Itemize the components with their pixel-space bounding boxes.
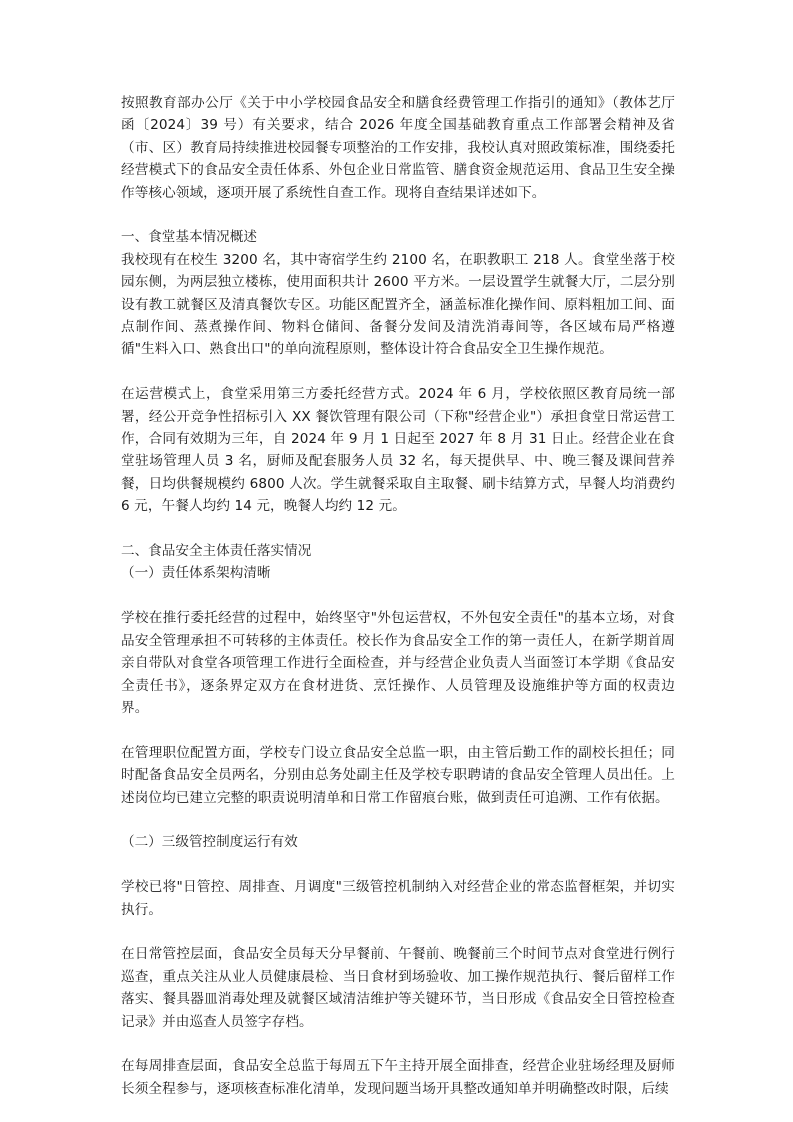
spacer [121, 204, 675, 226]
section-1-paragraph-2: 在运营模式上，食堂采用第三方委托经营方式。2024 年 6 月，学校依照区教育局统一部署，经公开竞争性招标引入 XX 餐饮管理有限公司（下称"经营企业"）承担食堂日常运营工作，合同有效期为三年，自 2024 年 9 月 1 日起至 2027 年 8 月 31 日止。经营企业在食堂驻场管理人员 3 名，厨师及配套服务人员 32 名，每天提供早、中、晚三餐及课间营养餐，日均供餐规模约 6800 人次。学生就餐采取自主取餐、刷卡结算方式，早餐人均消费约 6 元，午餐人均约 14 元，晚餐人均约 12 元。 [121, 386, 675, 515]
spacer [121, 361, 675, 383]
section-1-heading: 一、食堂基本情况概述 [121, 229, 257, 246]
spacer [121, 585, 675, 607]
section-2-sub-1-paragraph-2: 在管理职位配置方面，学校专门设立食品安全总监一职，由主管后勤工作的副校长担任；同时配备食品安全员两名，分别由总务处副主任及学校专职聘请的食品安全管理人员出任。上述岗位均已建立完整的职责说明清单和日常工作留痕台账，做到责任可追溯、工作有依据。 [121, 744, 675, 806]
section-2-sub-2-heading: （二）三级管控制度运行有效 [121, 834, 298, 851]
spacer [121, 921, 675, 943]
intro-paragraph: 按照教育部办公厅《关于中小学校园食品安全和膳食经费管理工作指引的通知》（教体艺厅函〔2024〕39 号）有关要求，结合 2026 年度全国基础教育重点工作部署会精神及省（市、区）教育局持续推进校园餐专项整治的工作安排，我校认真对照政策标准，围绕委托经营模式下的食品安全责任体系、外包企业日常监管、膳食资金规范运用、食品卫生安全操作等核心领域，逐项开展了系统性自查工作。现将自查结果详述如下。 [121, 95, 675, 201]
spacer [121, 518, 675, 540]
spacer [121, 854, 675, 876]
section-2-sub-1-heading: （一）责任体系架构清晰 [121, 565, 271, 582]
spacer [121, 1033, 675, 1055]
spacer [121, 809, 675, 831]
section-2-sub-2-paragraph-1: 学校已将"日管控、周排查、月调度"三级管控机制纳入对经营企业的常态监督框架，并切实执行。 [121, 879, 675, 918]
section-1-paragraph-1: 我校现有在校生 3200 名，其中寄宿学生约 2100 名，在职教职工 218 人。食堂坐落于校园东侧，为两层独立楼栋，使用面积共计 2600 平方米。一层设置学生就餐大厅，二层分别设有教工就餐区及清真餐饮专区。功能区配置齐全，涵盖标准化操作间、原料粗加工间、面点制作间、蒸煮操作间、物料仓储间、备餐分发间及清洗消毒间等，各区域布局严格遵循"生料入口、熟食出口"的单向流程原则，整体设计符合食品安全卫生操作规范。 [121, 251, 675, 358]
section-2-sub-2-paragraph-3: 在每周排查层面，食品安全总监于每周五下午主持开展全面排查，经营企业驻场经理及厨师长须全程参与，逐项核查标准化清单，发现问题当场开具整改通知单并明确整改时限，后续 [121, 1058, 675, 1097]
section-2-sub-1-paragraph-1: 学校在推行委托经营的过程中，始终坚守"外包运营权，不外包安全责任"的基本立场，对食品安全管理承担不可转移的主体责任。校长作为食品安全工作的第一责任人，在新学期首周亲自带队对食堂各项管理工作进行全面检查，并与经营企业负责人当面签订本学期《食品安全责任书》，逐条界定双方在食材进货、烹饪操作、人员管理及设施维护等方面的权责边界。 [121, 610, 675, 716]
section-2-sub-2-paragraph-2: 在日常管控层面，食品安全员每天分早餐前、午餐前、晚餐前三个时间节点对食堂进行例行巡查，重点关注从业人员健康晨检、当日食材到场验收、加工操作规范执行、餐后留样工作落实、餐具器皿消毒处理及就餐区域清洁维护等关键环节，当日形成《食品安全日管控检查记录》并由巡查人员签字存档。 [121, 946, 675, 1030]
document-body [121, 92, 675, 1100]
section-2-heading: 二、食品安全主体责任落实情况 [121, 543, 312, 560]
spacer [121, 719, 675, 741]
